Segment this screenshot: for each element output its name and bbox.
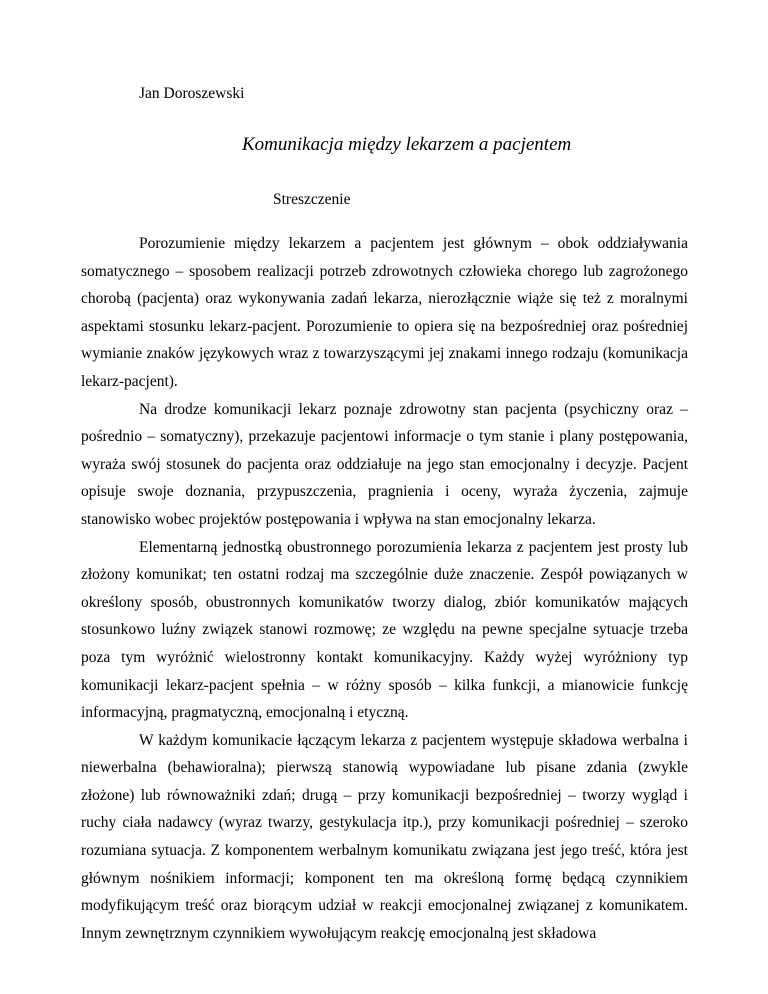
author-name: Jan Doroszewski [139, 85, 245, 102]
section-heading-abstract: Streszczenie [273, 191, 351, 208]
abstract-body [81, 230, 688, 947]
paragraph: Porozumienie między lekarzem a pacjentem jest głównym – obok oddziaływania somatycznego – sposobem realizacji potrzeb zdrowotnych człowieka chorego lub zagrożonego chorobą (pacjenta) oraz wykonywania zadań lekarza, nierozłącznie wiąże się też z moralnymi aspektami stosunku lekarz-pacjent. Porozumienie to opiera się na bezpośredniej oraz pośredniej wymianie znaków językowych wraz z towarzyszącymi jej znakami innego rodzaju (komunikacja lekarz-pacjent). [81, 235, 688, 390]
document-title: Komunikacja między lekarzem a pacjentem [242, 134, 572, 155]
paragraph: W każdym komunikacie łączącym lekarza z pacjentem występuje składowa werbalna i niewerbalna (behawioralna); pierwszą stanowią wypowiadane lub pisane zdania (zwykle złożone) lub równoważniki zdań; drugą – przy komunikacji bezpośredniej – tworzy wygląd i ruchy ciała nadawcy (wyraz twarzy, gestykulacja itp.), przy komunikacji pośredniej – szeroko rozumiana sytuacja. Z komponentem werbalnym komunikatu związana jest jego treść, która jest głównym nośnikiem informacji; komponent ten ma określoną formę będącą czynnikiem modyfikującym treść oraz biorącym udział w reakcji emocjonalnej związanej z komunikatem. Innym zewnętrznym czynnikiem wywołującym reakcję emocjonalną jest składowa [81, 731, 688, 942]
paragraph: Elementarną jednostką obustronnego porozumienia lekarza z pacjentem jest prosty lub złożony komunikat; ten ostatni rodzaj ma szczególnie duże znaczenie. Zespół powiązanych w określony sposób, obustronnych komunikatów tworzy dialog, zbiór komunikatów mających stosunkowo luźny związek stanowi rozmowę; ze względu na pewne specjalne sytuacje trzeba poza tym wyróżnić wielostronny kontakt komunikacyjny. Każdy wyżej wyróżniony typ komunikacji lekarz-pacjent spełnia – w różny sposób – kilka funkcji, a mianowicie funkcję informacyjną, pragmatyczną, emocjonalną i etyczną. [81, 538, 688, 722]
paragraph: Na drodze komunikacji lekarz poznaje zdrowotny stan pacjenta (psychiczny oraz – pośrednio – somatyczny), przekazuje pacjentowi informacje o tym stanie i plany postępowania, wyraża swój stosunek do pacjenta oraz oddziałuje na jego stan emocjonalny i decyzje. Pacjent opisuje swoje doznania, przypuszczenia, pragnienia i oceny, wyraża życzenia, zajmuje stanowisko wobec projektów postępowania i wpływa na stan emocjonalny lekarza. [81, 400, 688, 528]
